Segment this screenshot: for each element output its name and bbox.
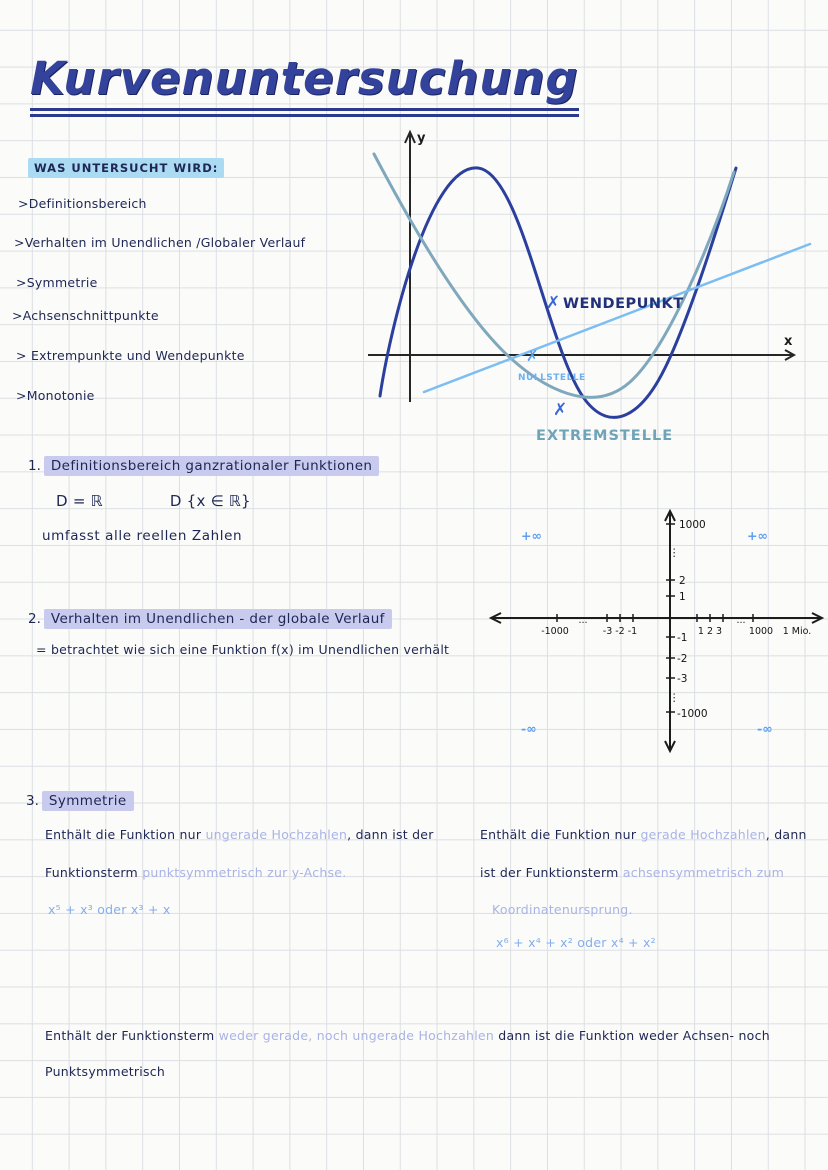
symmetry-right-formula: x⁶ + x⁴ + x² oder x⁴ + x²: [496, 935, 656, 950]
symmetry-left-line1: [45, 827, 475, 843]
neg-infinity-left: -∞: [521, 721, 537, 736]
h-million-label: 1 Mio.: [782, 626, 812, 637]
checklist-item: > Extrempunkte und Wendepunkte: [16, 348, 245, 363]
text-segment: dann ist die Funktion weder Achsen- noch: [494, 1028, 770, 1043]
h-neg1000-label: -1000: [541, 626, 569, 637]
symmetry-bottom-line2: Punktsymmetrisch: [45, 1064, 166, 1079]
text-segment: ist der Funktionsterm: [480, 865, 623, 880]
highlighted-term: gerade Hochzahlen: [640, 827, 766, 842]
v-neg2-label: -2: [677, 653, 688, 665]
v-1-label: 1: [679, 591, 686, 603]
function-graph: [360, 118, 824, 453]
symmetry-left-line2: [45, 865, 475, 881]
checklist-item: >Verhalten im Unendlichen /Globaler Verlauf: [14, 235, 306, 250]
v-neg1000-label: -1000: [677, 708, 708, 720]
symmetry-right-line1: [480, 827, 825, 843]
h-pos-ticks-label: 1 2 3: [697, 626, 723, 637]
h-dots: ···: [578, 618, 588, 629]
y-axis-label: y: [417, 131, 426, 146]
section3-heading: [26, 790, 134, 809]
symmetry-bottom-line1: [45, 1028, 820, 1044]
section1-domain-line: [56, 492, 251, 512]
parabola-curve: [374, 154, 734, 397]
linear-curve: [424, 244, 810, 392]
v-2-label: 2: [679, 575, 686, 587]
highlighted-term: punktsymmetrisch zur y-Achse.: [142, 865, 347, 880]
section3-heading-text: Symmetrie: [42, 791, 134, 811]
text-segment: , dann ist der: [347, 827, 434, 842]
infinity-diagram: [485, 500, 828, 768]
neg-infinity-right: -∞: [757, 721, 773, 736]
v-dots: ⋮: [669, 692, 680, 704]
v-1000-label: 1000: [679, 519, 706, 531]
extremstelle-cross-icon: ✗: [553, 400, 568, 420]
text-segment: Enthält die Funktion nur: [45, 827, 206, 842]
highlighted-term: ungerade Hochzahlen: [205, 827, 348, 842]
section1-body: umfasst alle reellen Zahlen: [42, 528, 243, 544]
extremstelle-label: EXTREMSTELLE: [536, 428, 674, 444]
text-segment: Enthält der Funktionsterm: [45, 1028, 219, 1043]
domain-set: D {x ∈ ℝ}: [169, 492, 251, 510]
h-dots: ···: [736, 618, 746, 629]
checklist-item: >Monotonie: [16, 388, 95, 403]
checklist-item: >Definitionsbereich: [18, 196, 147, 211]
domain-full: D = ℝ: [56, 492, 103, 510]
section1-heading-text: Definitionsbereich ganzrationaler Funktionen: [44, 456, 379, 476]
checklist-heading: WAS UNTERSUCHT WIRD:: [28, 158, 224, 178]
checklist-item: >Achsenschnittpunkte: [12, 308, 159, 323]
section1-number: 1.: [28, 458, 41, 474]
highlighted-term: weder gerade, noch ungerade Hochzahlen: [218, 1028, 495, 1043]
graph-axes: [368, 132, 794, 402]
text-segment: Funktionsterm: [45, 865, 143, 880]
symmetry-right-line3: Koordinatenursprung.: [492, 902, 633, 917]
nullstelle-label: NULLSTELLE: [518, 373, 586, 383]
v-neg1-label: -1: [677, 632, 688, 644]
pos-infinity-left: +∞: [521, 528, 542, 543]
symmetry-left-formula: x⁵ + x³ oder x³ + x: [48, 902, 171, 917]
v-dots: ⋮: [669, 547, 680, 559]
wendepunkt-cross-icon: ✗: [546, 293, 561, 313]
section3-number: 3.: [26, 793, 39, 809]
section2-body: = betrachtet wie sich eine Funktion f(x) im Unendlichen verhält: [36, 642, 450, 657]
text-segment: Enthält die Funktion nur: [480, 827, 641, 842]
symmetry-right-line2: [480, 865, 825, 881]
checklist-item: >Symmetrie: [16, 275, 98, 290]
x-axis-label: x: [784, 334, 793, 349]
section2-heading-text: Verhalten im Unendlichen - der globale Verlauf: [44, 609, 392, 629]
section2-heading: [28, 608, 392, 627]
nullstelle-cross-icon: ✗: [526, 347, 539, 365]
highlighted-term: achsensymmetrisch zum: [622, 865, 785, 880]
section1-heading: [28, 455, 379, 474]
section2-number: 2.: [28, 611, 41, 627]
page-title: Kurvenuntersuchung: [30, 52, 579, 117]
h-neg-ticks-label: -3 -2 -1: [602, 626, 638, 637]
text-segment: , dann: [765, 827, 807, 842]
pos-infinity-right: +∞: [747, 528, 768, 543]
v-neg3-label: -3: [677, 673, 688, 685]
wendepunkt-label: WENDEPUNKT: [563, 296, 684, 312]
h-1000-label: 1000: [748, 626, 774, 637]
